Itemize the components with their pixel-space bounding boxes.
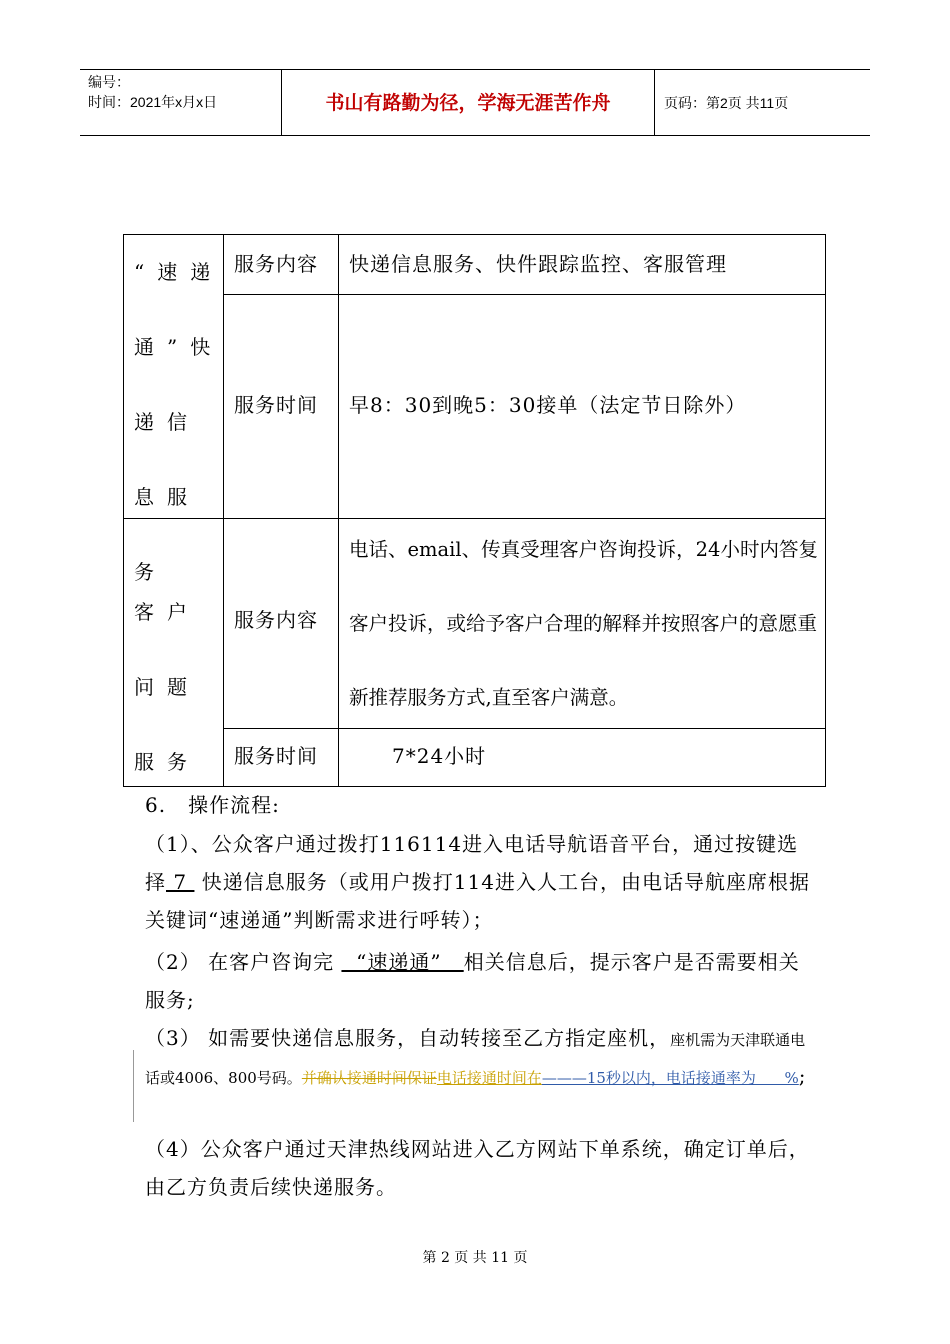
paragraph-2-text-a: （2） 在客户咨询完 — [145, 950, 342, 974]
paragraph-3-end: ; — [798, 1064, 807, 1088]
col-divider-2 — [338, 235, 339, 786]
service-table — [123, 234, 826, 787]
category-customer-service: 客户问题服务 — [134, 600, 200, 774]
document-number: 编号： — [88, 74, 130, 90]
row1-time-value: 早8：30到晚5：30接单（法定节日除外） — [349, 393, 747, 417]
paragraph-2 — [145, 943, 815, 1019]
revision-bar — [133, 1050, 134, 1122]
paragraph-1-text-b: 快递信息服务（或用户拨打114进入人工台，由电话导航座席根据关键词“速递通”判断需求进行呼转）； — [145, 870, 810, 932]
header-top-rule — [80, 69, 870, 70]
paragraph-2-keyword: “速递通” — [341, 950, 464, 974]
row2-content-value: 电话、email、传真受理客户咨询投诉，24小时内答复客户投诉，或给予客户合理的解释并按照客户的意愿重新推荐服务方式,直至客户满意。 — [349, 538, 818, 709]
header-divider-right — [654, 69, 655, 135]
row2-time-label: 服务时间 — [234, 744, 318, 768]
section-heading: 6. 操作流程: — [145, 793, 280, 817]
paragraph-3-inserted-2: ———15秒以内，电话接通率为 % — [541, 1069, 799, 1087]
category-express-info: “速递通”快递信息服务 — [134, 260, 224, 584]
paragraph-4: （4）公众客户通过天津热线网站进入乙方网站下单系统，确定订单后，由乙方负责后续快递服务。 — [145, 1137, 810, 1199]
header-meta — [88, 72, 217, 112]
paragraph-3 — [145, 1020, 815, 1096]
paragraph-1-key: 7 — [166, 870, 195, 894]
paragraph-1-text-a: （1）、公众客户通过拨打116114进入电话导航语音平台，通过按键选择 — [145, 832, 799, 894]
row1-content-label: 服务内容 — [234, 252, 318, 276]
row1-time-label: 服务时间 — [234, 393, 318, 417]
paragraph-2-text-b: 相关信息后，提示客户是否需要相关服务; — [145, 950, 800, 1012]
row1-content-value: 快递信息服务、快件跟踪监控、客服管理 — [349, 252, 727, 276]
document-date: 时间：2021年x月x日 — [88, 94, 218, 110]
header-bottom-rule — [80, 135, 870, 136]
row2-content-label: 服务内容 — [234, 608, 318, 632]
header-page-info: 页码：第2页 共11页 — [664, 95, 789, 111]
paragraph-3-small: 座机需为天津联通电话或4006、800号码。 — [145, 1031, 806, 1087]
paragraph-1 — [145, 825, 815, 939]
row2-time-value: 7*24小时 — [392, 744, 487, 768]
paragraph-3-inserted-1: 电话接通时间在 — [436, 1069, 542, 1087]
page-footer: 第 2 页 共 11 页 — [422, 1250, 528, 1266]
header-motto: 书山有路勤为径，学海无涯苦作舟 — [325, 92, 611, 114]
paragraph-3-text-a: （3） 如需要快递信息服务，自动转接至乙方指定座机， — [145, 1026, 671, 1050]
paragraph-3-deleted: 并确认接通时间保证 — [301, 1069, 437, 1087]
